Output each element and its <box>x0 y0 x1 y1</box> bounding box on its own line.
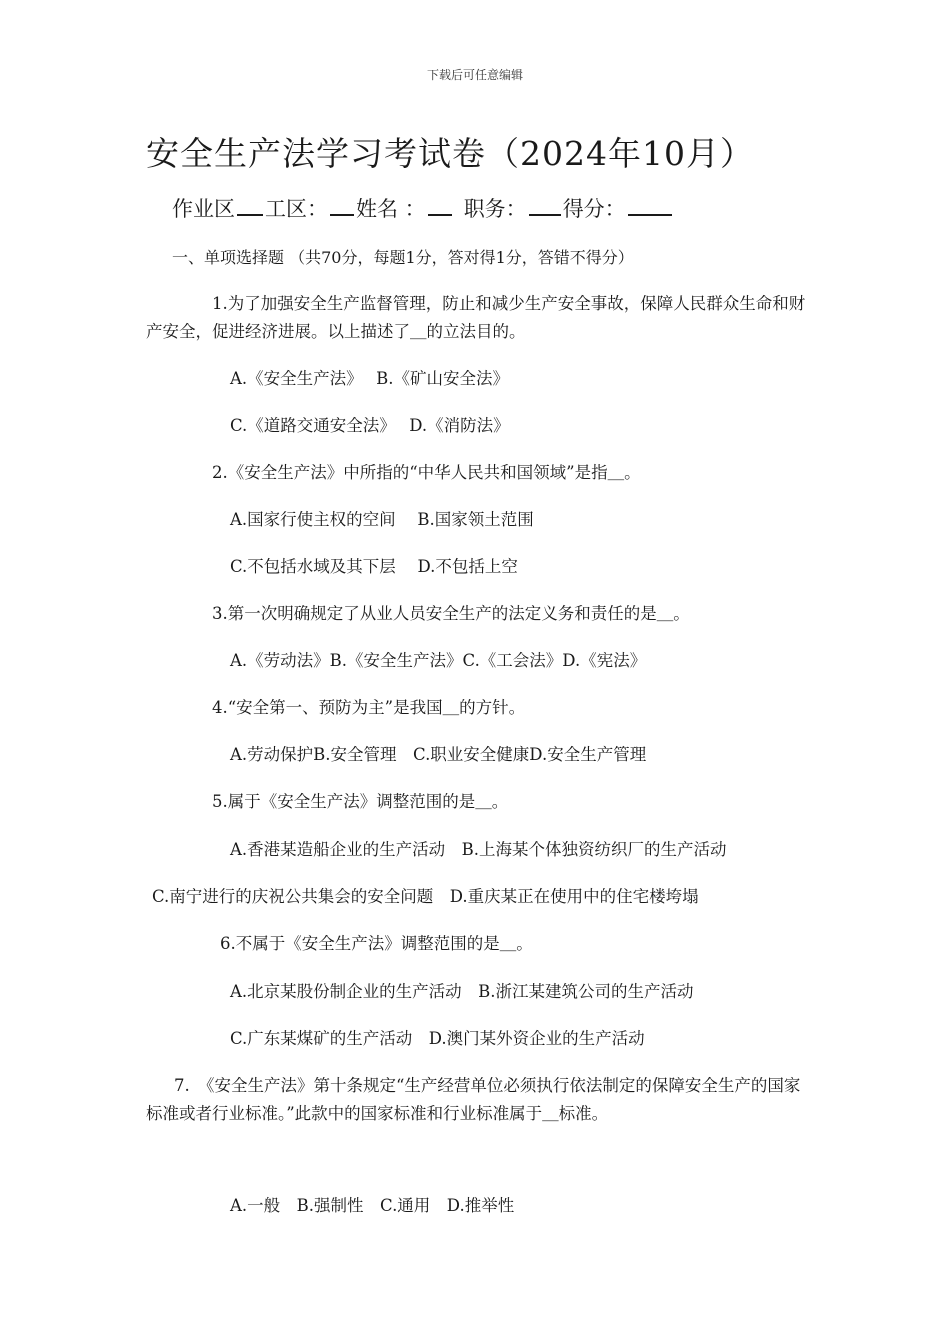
question-3-options: A.《劳动法》B.《安全生产法》C.《工会法》D.《宪法》 <box>230 651 647 670</box>
question-5-options-ab: A.香港某造船企业的生产活动 B.上海某个体独资纺织厂的生产活动 <box>230 840 727 859</box>
question-5-stem: 5.属于《安全生产法》调整范围的是＿。 <box>212 792 509 811</box>
name-blank[interactable] <box>428 196 452 216</box>
question-6-options-ab: A.北京某股份制企业的生产活动 B.浙江某建筑公司的生产活动 <box>230 982 694 1001</box>
question-3-stem: 3.第一次明确规定了从业人员安全生产的法定义务和责任的是＿。 <box>212 604 690 623</box>
question-7-stem: 7. 《安全生产法》第十条规定“生产经营单位必须执行依法制定的保障安全生产的国家标准或者行业标准。”此款中的国家标准和行业标准属于＿标准。 <box>146 1076 801 1123</box>
section-heading: 一、单项选择题 （共70分，每题1分，答对得1分，答错不得分） <box>172 248 634 267</box>
question-1-options-ab: A.《安全生产法》 B.《矿山安全法》 <box>230 369 510 388</box>
page-header-note: 下载后可任意编辑 <box>426 68 523 82</box>
score-label: 得分： <box>562 197 626 221</box>
question-6-stem: 6.不属于《安全生产法》调整范围的是＿。 <box>220 934 533 953</box>
question-4-options: A.劳动保护B.安全管理 C.职业安全健康D.安全生产管理 <box>230 745 647 764</box>
score-blank[interactable] <box>628 196 672 216</box>
question-5-options-cd: C.南宁进行的庆祝公共集会的安全问题 D.重庆某正在使用中的住宅楼垮塌 <box>152 887 699 906</box>
position-label: 职务： <box>463 197 527 221</box>
question-1-stem: 1.为了加强安全生产监督管理，防止和减少生产安全事故，保障人民群众生命和财产安全，促进经济进展。以上描述了＿的立法目的。 <box>146 294 806 341</box>
page-title: 安全生产法学习考试卷（2024年10月） <box>146 134 754 173</box>
info-row <box>172 193 674 223</box>
name-label: 姓名 ： <box>356 197 426 221</box>
question-4-stem: 4.“安全第一、预防为主”是我国＿的方针。 <box>212 698 526 717</box>
workzone-label: 工区： <box>265 197 328 221</box>
question-2-options-cd: C.不包括水域及其下层 D.不包括上空 <box>230 557 518 576</box>
position-blank[interactable] <box>529 196 561 216</box>
question-1-options-cd: C.《道路交通安全法》 D.《消防法》 <box>230 416 510 435</box>
workzone-blank[interactable] <box>330 196 354 216</box>
question-7-options: A.一般 B.强制性 C.通用 D.推举性 <box>230 1196 515 1215</box>
question-6-options-cd: C.广东某煤矿的生产活动 D.澳门某外资企业的生产活动 <box>230 1029 645 1048</box>
question-2-stem: 2.《安全生产法》中所指的“中华人民共和国领域”是指＿。 <box>212 463 641 482</box>
area-label: 作业区 <box>172 197 235 221</box>
area-blank[interactable] <box>237 196 263 216</box>
question-2-options-ab: A.国家行使主权的空间 B.国家领土范围 <box>230 510 534 529</box>
